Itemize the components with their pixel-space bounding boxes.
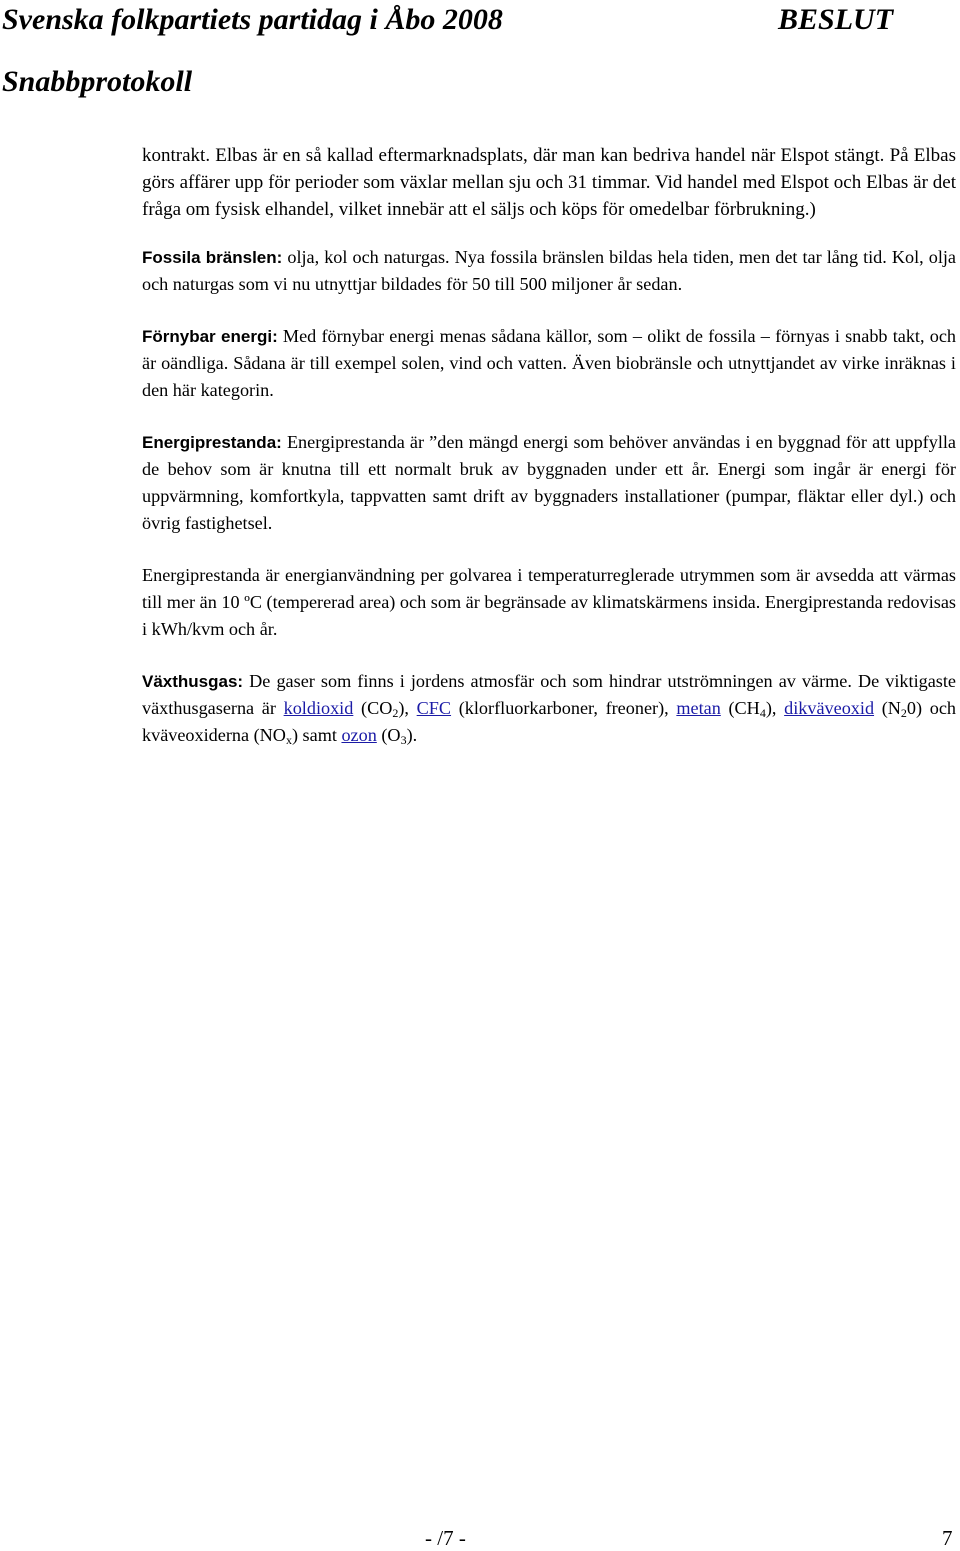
text: ) samt [291,725,342,745]
term-fossila: Fossila bränslen: [142,248,283,267]
subscript: 2 [392,706,399,720]
text: ). [406,725,418,745]
text: (CH [720,698,760,718]
document-title: Svenska folkpartiets partidag i Åbo 2008 [2,3,503,36]
paragraph-energiprestanda [142,429,956,537]
document-subtitle: Snabbprotokoll [2,65,193,98]
text: ), [765,698,785,718]
link-ozon[interactable]: ozon [341,725,377,745]
document-type-label: BESLUT [778,3,894,36]
link-koldioxid[interactable]: koldioxid [283,698,354,718]
text: (N [874,698,901,718]
text: 0) och kväveoxiderna (NO [142,698,957,745]
subscript: 4 [759,706,766,720]
definition-fossila: olja, kol och naturgas. Nya fossila bränslen bildas hela tiden, men det tar lång tid. Kol, olja och naturgas som vi nu utnyttjar bildades för 50 till 500 miljoner år sedan. [142,247,956,294]
link-dikvaveoxid[interactable]: dikväveoxid [784,698,875,718]
text: (klorfluorkarboner, freoner), [451,698,677,718]
subscript: 3 [400,733,407,747]
paragraph-fornybar [142,323,956,404]
subscript: 2 [900,706,907,720]
text: (CO [353,698,393,718]
paragraph-vaxthusgas [142,668,956,749]
definition-energiprestanda: Energiprestanda är ”den mängd energi som behöver användas i en byggnad för att uppfylla de behov som är knutna till ett normalt bruk av byggnaden under ett år. Energi som ingår är energi för uppvärmning, komfortkyla, tappvatten samt drift av byggnaders installationer (pumpar, fläktar eller dyl.) och övrig fastighetsel. [142,432,956,533]
term-vaxthusgas: Växthusgas: [142,672,244,691]
paragraph-elbas: kontrakt. Elbas är en så kallad eftermarknadsplats, där man kan bedriva handel när Elspot stängt. På Elbas görs affärer upp för perioder som växlar mellan sju och 31 timmar. Vid handel med Elspot och Elbas är det fråga om fysisk elhandel, vilket innebär att el säljs och köps för omedelbar förbrukning.) [142,145,956,220]
page-number: 7 [942,1526,953,1550]
text: De gaser som finns i jordens atmosfär och som hindrar utströmningen av värme. De viktigaste växthusgaserna är [142,671,956,718]
paragraph-fossila [142,244,956,298]
term-fornybar: Förnybar energi: [142,327,278,346]
page-label: - /7 - [425,1526,466,1550]
definition-fornybar: Med förnybar energi menas sådana källor, som – olikt de fossila – förnyas i snabb takt, och är oändliga. Sådana är till exempel solen, vind och vatten. Även biobränsle och utnyttjandet av virke inräknas i den här kategorin. [142,326,956,400]
document-body [142,142,956,774]
text: (O [376,725,401,745]
text: ), [398,698,417,718]
link-metan[interactable]: metan [676,698,721,718]
term-energiprestanda: Energiprestanda: [142,433,282,452]
link-cfc[interactable]: CFC [416,698,452,718]
subscript: x [285,733,292,747]
paragraph-energiprestanda-2: Energiprestanda är energianvändning per golvarea i temperaturreglerade utrymmen som är avsedda att värmas till mer än 10 ºC (tempererad area) och som är begränsade av klimatskärmens insida. Energiprestanda redovisas i kWh/kvm och år. [142,565,956,639]
